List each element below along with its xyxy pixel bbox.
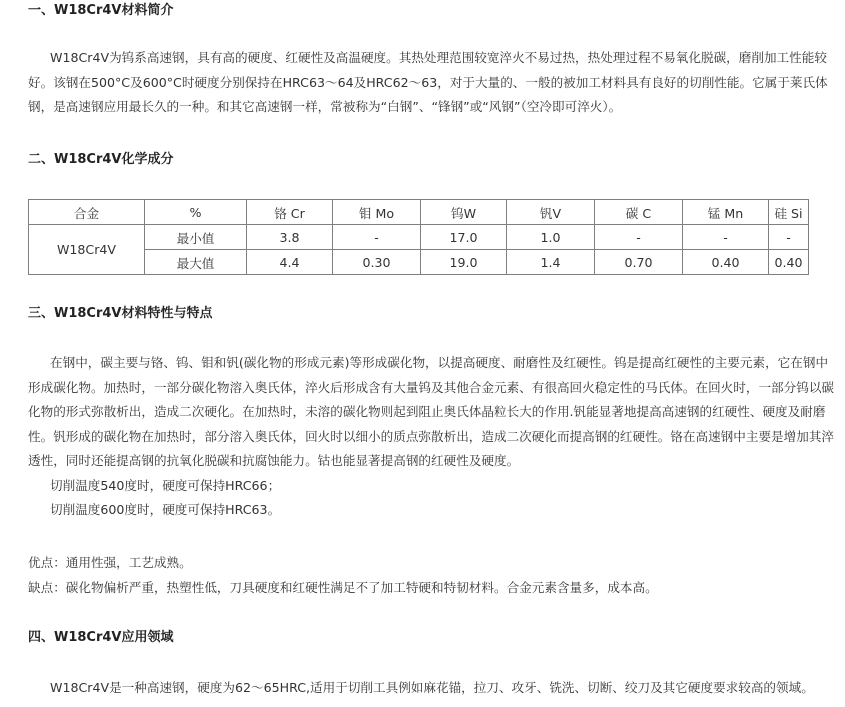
cutting-temp-540: 切削温度540度时，硬度可保持HRC66； (50, 477, 281, 493)
table-cell: 3.8 (247, 225, 333, 250)
table-cell: 19.0 (421, 250, 507, 275)
row-label-cell: 最小值 (145, 225, 247, 250)
alloy-name-cell: W18Cr4V (29, 225, 145, 275)
row-label-cell: 最大值 (145, 250, 247, 275)
applications-text: W18Cr4V是一种高速钢，硬度为62～65HRC,适用于切削工具例如麻花锚，拉刀、攻牙、铣洗、切断、绞刀及其它硬度要求较高的领域。 (50, 680, 814, 695)
cutting-temp-600: 切削温度600度时，硬度可保持HRC63。 (50, 502, 281, 517)
properties-line: 性。钒形成的碳化物在加热时，部分溶入奥氏体，回火时以细小的质点弥散析出，造成二次硬化而提高钢的红硬性。铬在高速钢中主要是增加其淬 (28, 428, 834, 444)
table-header: 硅 Si (769, 200, 809, 225)
section-heading-properties: 三、W18Cr4V材料特性与特点 (28, 306, 213, 321)
table-header: 钼 Mo (333, 200, 421, 225)
section-heading-intro: 一、W18Cr4V材料简介 (28, 3, 174, 18)
intro-line: 好。该钢在500°C及600°C时硬度分别保持在HRC63～64及HRC62～63，对于大量的、一般的被加工材料具有良好的切削性能。它属于莱氏体 (28, 74, 828, 90)
table-header: 合金 (29, 200, 145, 225)
table-cell: - (595, 225, 683, 250)
table-header-row (29, 200, 809, 225)
table-cell: 4.4 (247, 250, 333, 275)
intro-line: 钢，是高速钢应用最长久的一种。和其它高速钢一样，常被称为“白钢”、“锋钢”或“风钢”（空冷即可淬火）。 (28, 99, 622, 114)
table-cell: 0.70 (595, 250, 683, 275)
section-heading-composition: 二、W18Cr4V化学成分 (28, 152, 174, 167)
table-cell: 1.0 (507, 225, 595, 250)
table-header: 钒V (507, 200, 595, 225)
table-cell: - (333, 225, 421, 250)
properties-line: 化物的形式弥散析出，造成二次硬化。在加热时，未溶的碳化物则起到阻止奥氏体晶粒长大的作用.钒能显著地提高高速钢的红硬性、硬度及耐磨 (28, 404, 826, 419)
composition-table (28, 199, 809, 275)
table-header: 铬 Cr (247, 200, 333, 225)
table-cell: - (769, 225, 809, 250)
intro-line: W18Cr4V为钨系高速钢，具有高的硬度、红硬性及高温硬度。其热处理范围较宽淬火不易过热，热处理过程不易氧化脱碳，磨削加工性能较 (50, 50, 827, 65)
table-cell: - (683, 225, 769, 250)
advantages-text: 优点：通用性强，工艺成熟。 (28, 555, 192, 570)
properties-line: 透性，同时还能提高钢的抗氧化脱碳和抗腐蚀能力。钴也能显著提高钢的红硬性及硬度。 (28, 453, 520, 468)
table-header: 碳 C (595, 200, 683, 225)
properties-line: 形成碳化物。加热时，一部分碳化物溶入奥氏体，淬火后形成含有大量钨及其他合金元素、有很高回火稳定性的马氏体。在回火时，一部分钨以碳 (28, 379, 834, 395)
table-cell: 0.40 (769, 250, 809, 275)
properties-line: 在钢中，碳主要与铬、钨、钼和钒(碳化物的形成元素)等形成碳化物，以提高硬度、耐磨性及红硬性。钨是提高红硬性的主要元素，它在钢中 (50, 355, 829, 370)
table-header: % (145, 200, 247, 225)
disadvantages-text: 缺点：碳化物偏析严重，热塑性低，刀具硬度和红硬性满足不了加工特硬和特韧材料。合金元素含量多，成本高。 (28, 580, 658, 595)
properties-paragraph (28, 351, 838, 523)
table-cell: 0.30 (333, 250, 421, 275)
table-row (29, 250, 809, 275)
intro-paragraph (28, 46, 838, 120)
table-header: 锰 Mn (683, 200, 769, 225)
table-header: 钨W (421, 200, 507, 225)
table-cell: 17.0 (421, 225, 507, 250)
table-cell: 1.4 (507, 250, 595, 275)
table-cell: 0.40 (683, 250, 769, 275)
table-row (29, 225, 809, 250)
section-heading-applications: 四、W18Cr4V应用领域 (28, 630, 174, 645)
